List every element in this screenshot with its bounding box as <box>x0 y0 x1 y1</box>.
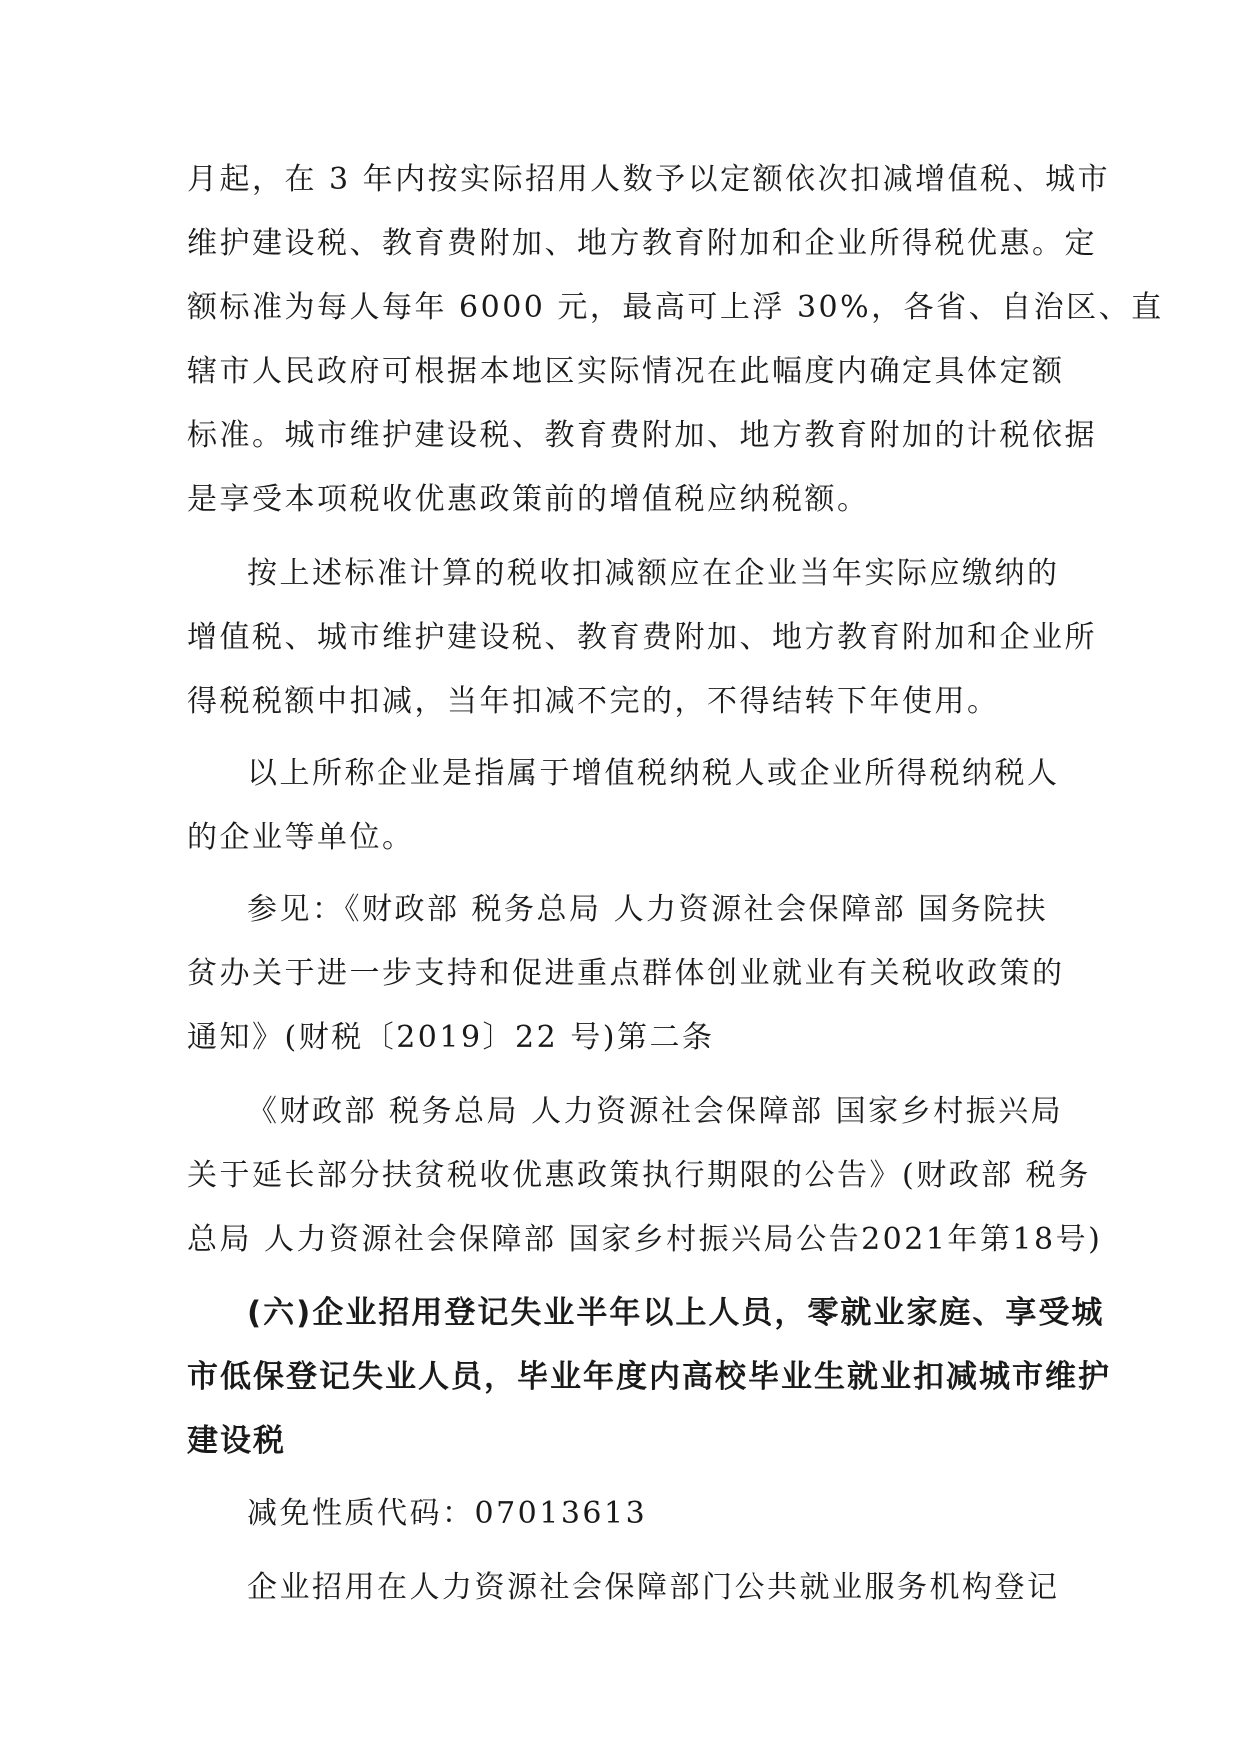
paragraph-line: 得税税额中扣减，当年扣减不完的，不得结转下年使用。 <box>187 684 1000 719</box>
reference-line: 总局 人力资源社会保障部 国家乡村振兴局公告2021年第18号) <box>187 1222 1103 1257</box>
paragraph-line: 的企业等单位。 <box>187 820 415 855</box>
paragraph-line: 以上所称企业是指属于增值税纳税人或企业所得税纳税人 <box>247 756 1060 791</box>
paragraph-line: 增值税、城市维护建设税、教育费附加、地方教育附加和企业所 <box>187 620 1097 655</box>
heading-line: 建设税 <box>187 1423 286 1459</box>
reference-line: 贫办关于进一步支持和促进重点群体创业就业有关税收政策的 <box>187 956 1065 991</box>
paragraph-line: 标准。城市维护建设税、教育费附加、地方教育附加的计税依据 <box>187 418 1097 453</box>
reduction-code: 减免性质代码：07013613 <box>247 1496 648 1531</box>
paragraph-line: 企业招用在人力资源社会保障部门公共就业服务机构登记 <box>247 1570 1060 1605</box>
reference-line: 《财政部 税务总局 人力资源社会保障部 国家乡村振兴局 <box>247 1094 1064 1129</box>
paragraph-line: 维护建设税、教育费附加、地方教育附加和企业所得税优惠。定 <box>187 226 1097 261</box>
paragraph-line: 按上述标准计算的税收扣减额应在企业当年实际应缴纳的 <box>247 556 1060 591</box>
reference-line: 关于延长部分扶贫税收优惠政策执行期限的公告》(财政部 税务 <box>187 1158 1091 1193</box>
paragraph-line: 月起，在 3 年内按实际招用人数予以定额依次扣减增值税、城市 <box>187 162 1111 197</box>
paragraph-line: 是享受本项税收优惠政策前的增值税应纳税额。 <box>187 482 870 517</box>
heading-line: (六)企业招用登记失业半年以上人员，零就业家庭、享受城 <box>247 1295 1105 1331</box>
reference-line: 参见：《财政部 税务总局 人力资源社会保障部 国务院扶 <box>247 892 1049 927</box>
reference-line: 通知》(财税〔2019〕22 号)第二条 <box>187 1020 715 1055</box>
heading-line: 市低保登记失业人员，毕业年度内高校毕业生就业扣减城市维护 <box>187 1359 1111 1395</box>
paragraph-line: 额标准为每人每年 6000 元，最高可上浮 30%，各省、自治区、直 <box>187 290 1164 325</box>
paragraph-line: 辖市人民政府可根据本地区实际情况在此幅度内确定具体定额 <box>187 354 1065 389</box>
